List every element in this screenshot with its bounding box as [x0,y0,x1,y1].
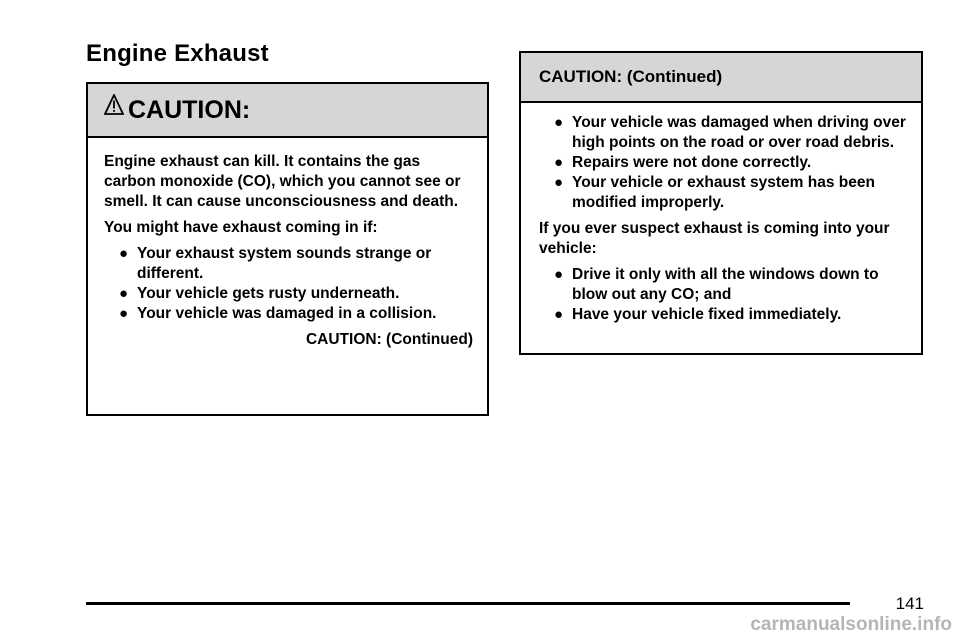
caution-bullet-item [539,113,909,153]
bullet-text: Have your vehicle fixed immediately. [572,306,842,323]
caution-header-label: CAUTION: (Continued) [539,67,723,86]
caution-paragraph: Engine exhaust can kill. It contains the gas carbon monoxide (CO), which you cannot see or smell. It can cause unconsciousness and death. [104,153,461,210]
bullet-text: Drive it only with all the windows down to blow out any CO; and [572,266,879,303]
bullet-icon: ● [119,245,129,262]
bullet-icon: ● [554,154,564,171]
bullet-text: Your vehicle gets rusty underneath. [137,285,400,302]
bullet-icon: ● [119,285,129,302]
caution-box-right [519,51,923,355]
bullet-text: Your vehicle or exhaust system has been modified improperly. [572,174,875,211]
caution-bullet-item [104,244,473,284]
caution-bullet-item [539,153,909,173]
bullet-text: Repairs were not done correctly. [572,154,812,171]
caution-paragraph: You might have exhaust coming in if: [104,219,378,236]
caution-body-right [521,103,921,325]
bullet-icon: ● [554,306,564,323]
caution-bullet-item [104,284,473,304]
warning-triangle-icon [104,94,124,116]
bullet-text: Your vehicle was damaged in a collision. [137,305,437,322]
caution-header-label: CAUTION: [128,95,251,124]
caution-header-right [521,53,921,103]
bullet-icon: ● [554,174,564,191]
watermark-text: carmanualsonline.info [750,614,952,635]
bullet-text: Your exhaust system sounds strange or different. [137,245,432,282]
caution-header-left [88,84,487,138]
caution-paragraph: If you ever suspect exhaust is coming into your vehicle: [539,220,890,257]
bullet-icon: ● [554,114,564,131]
bullet-icon: ● [554,266,564,283]
footer-rule [86,602,850,605]
caution-bullet-list [539,113,909,213]
page-number: 141 [895,594,924,613]
caution-bullet-item [104,304,473,324]
caution-bullet-item [539,265,909,305]
section-title: Engine Exhaust [86,40,269,67]
caution-bullet-item [539,173,909,213]
caution-bullet-list [539,265,909,325]
caution-continued-label: CAUTION: (Continued) [305,331,473,348]
caution-box-left [86,82,489,416]
bullet-icon: ● [119,305,129,322]
bullet-text: Your vehicle was damaged when driving over high points on the road or over road debris. [572,114,906,151]
caution-bullet-list [104,244,473,324]
caution-bullet-item [539,305,909,325]
caution-body-left [88,138,487,350]
